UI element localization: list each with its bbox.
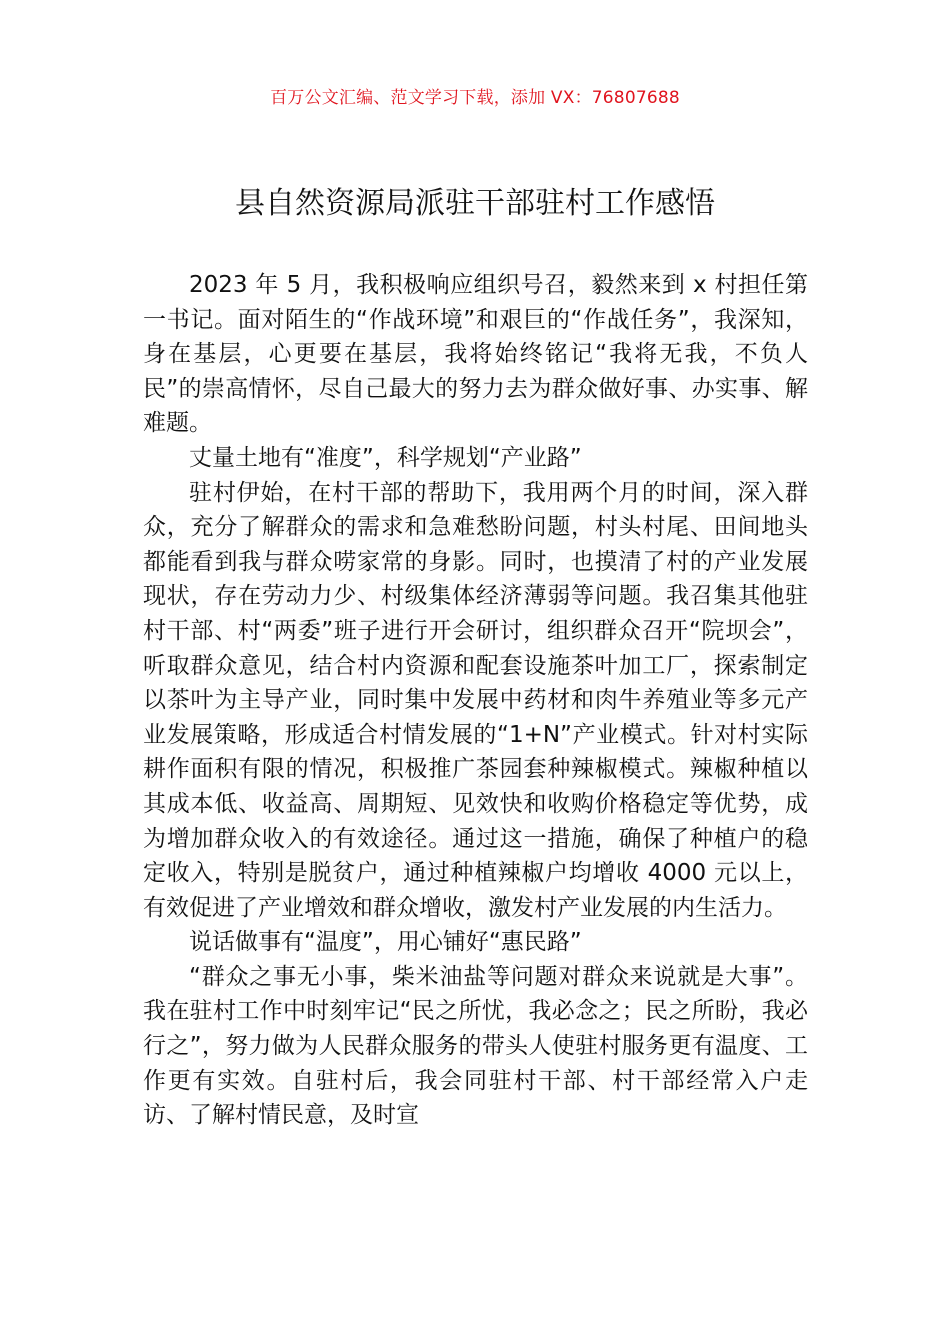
document-body — [143, 268, 808, 1133]
paragraph-industry-planning: 驻村伊始，在村干部的帮助下，我用两个月的时间，深入群众，充分了解群众的需求和急难愁盼问题，村头村尾、田间地头都能看到我与群众唠家常的身影。同时，也摸清了村的产业发展现状，存在劳动力少、村级集体经济薄弱等问题。我召集其他驻村干部、村“两委”班子进行开会研讨，组织群众召开“院坝会”，听取群众意见，结合村内资源和配套设施茶叶加工厂，探索制定以茶叶为主导产业，同时集中发展中药材和肉牛养殖业等多元产业发展策略，形成适合村情发展的“1+N”产业模式。针对村实际耕作面积有限的情况，积极推广茶园套种辣椒模式。辣椒种植以其成本低、收益高、周期短、见效快和收购价格稳定等优势，成为增加群众收入的有效途径。通过这一措施，确保了种植户的稳定收入，特别是脱贫户，通过种植辣椒户均增收 4000 元以上，有效促进了产业增效和群众增收，激发村产业发展的内生活力。 — [143, 479, 808, 921]
section-heading-industry-road: 丈量土地有“准度”，科学规划“产业路” — [189, 444, 582, 471]
paragraph-people-service: “群众之事无小事，柴米油盐等问题对群众来说就是大事”。我在驻村工作中时刻牢记“民之所忧，我必念之；民之所盼，我必行之”，努力做为人民群众服务的带头人使驻村服务更有温度、工作更有实效。自驻村后，我会同驻村干部、村干部经常入户走访、了解村情民意，及时宣 — [143, 963, 808, 1129]
document-title: 县自然资源局派驻干部驻村工作感悟 — [235, 186, 715, 221]
watermark-header: 百万公文汇编、范文学习下载，添加 VX：76807688 — [270, 88, 680, 108]
paragraph-intro: 2023 年 5 月，我积极响应组织号召，毅然来到 x 村担任第一书记。面对陌生的“作战环境”和艰巨的“作战任务”，我深知，身在基层，心更要在基层，我将始终铭记“我将无我，不负人民”的崇高情怀，尽自己最大的努力去为群众做好事、办实事、解难题。 — [143, 272, 808, 437]
section-heading-people-road: 说话做事有“温度”，用心铺好“惠民路” — [189, 929, 582, 956]
